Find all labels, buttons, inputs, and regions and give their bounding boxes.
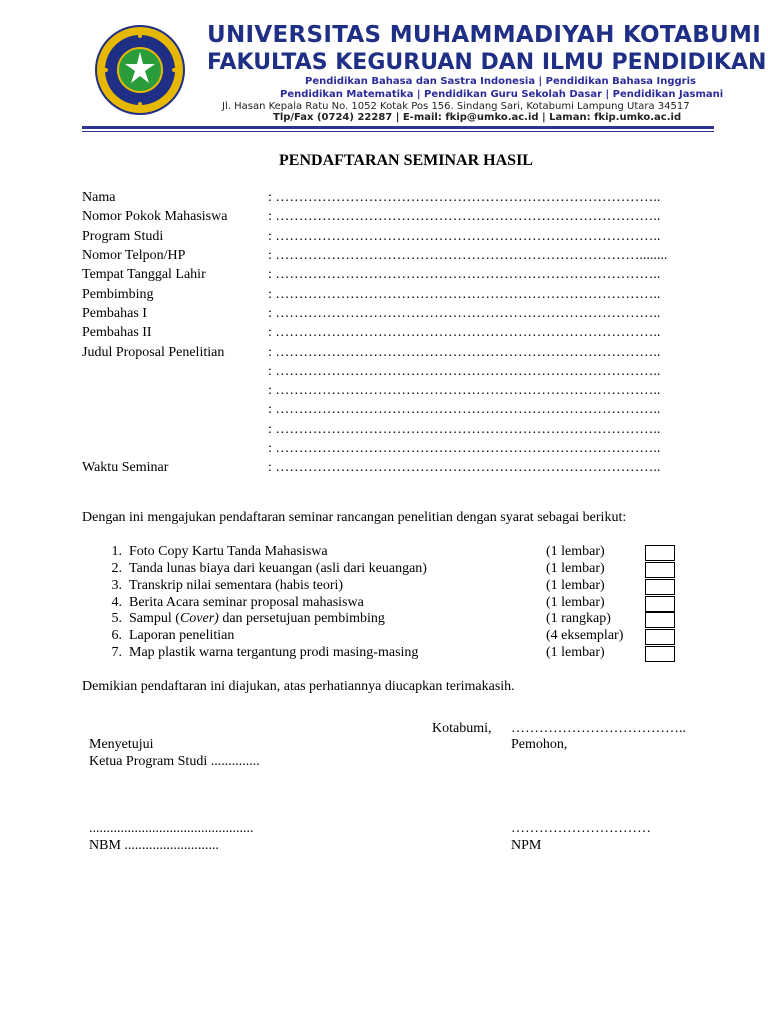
field-label-telpon: Nomor Telpon/HP <box>82 248 186 263</box>
university-logo <box>94 24 186 116</box>
field-value-pembimbing[interactable]: : ……………………………………………………………………….. <box>268 287 661 302</box>
field-label-judul: Judul Proposal Penelitian <box>82 345 225 360</box>
field-value-pembahas-1[interactable]: : ……………………………………………………………………….. <box>268 306 661 321</box>
requirement-checkbox[interactable] <box>645 612 675 628</box>
field-value-telpon[interactable]: : ……………………………………………………………………........ <box>268 248 668 263</box>
field-label-waktu-seminar: Waktu Seminar <box>82 460 169 475</box>
requirement-text: Tanda lunas biaya dari keuangan (asli dari keuangan) <box>129 561 427 576</box>
requirement-qty: (1 lembar) <box>546 578 605 593</box>
field-label-pembahas-1: Pembahas I <box>82 306 147 321</box>
field-value-judul[interactable]: : ……………………………………………………………………….. <box>268 345 661 360</box>
requirement-qty: (1 rangkap) <box>546 611 611 626</box>
requirement-number: 2. <box>111 561 122 576</box>
field-label-pembahas-2: Pembahas II <box>82 325 152 340</box>
requirement-checkbox[interactable] <box>645 579 675 595</box>
programs-line-1: Pendidikan Bahasa dan Sastra Indonesia | Pendidikan Bahasa Inggris <box>305 76 696 87</box>
requirement-text: Berita Acara seminar proposal mahasiswa <box>129 595 364 610</box>
requirement-checkbox[interactable] <box>645 562 675 578</box>
place-label: Kotabumi, <box>432 721 492 736</box>
intro-text: Dengan ini mengajukan pendaftaran seminar rancangan penelitian dengan syarat sebagai berikut: <box>82 510 627 525</box>
field-value-nama[interactable]: : ……………………………………………………………………….. <box>268 190 661 205</box>
program-head-signature-line[interactable]: ............................................... <box>89 821 254 836</box>
field-label-program-studi: Program Studi <box>82 229 164 244</box>
university-name: UNIVERSITAS MUHAMMADIYAH KOTABUMI <box>207 22 762 48</box>
requirement-text-part: Sampul ( <box>129 611 180 626</box>
field-value-waktu-seminar[interactable]: : ……………………………………………………………………….. <box>268 460 661 475</box>
field-value-ttl[interactable]: : ……………………………………………………………………….. <box>268 267 661 282</box>
requirement-qty: (1 lembar) <box>546 645 605 660</box>
requirement-qty: (1 lembar) <box>546 561 605 576</box>
requirement-text: Map plastik warna tergantung prodi masing-masing <box>129 645 419 660</box>
field-value-program-studi[interactable]: : ……………………………………………………………………….. <box>268 229 661 244</box>
field-label-ttl: Tempat Tanggal Lahir <box>82 267 206 282</box>
header-rule-thin <box>82 131 714 132</box>
field-value-judul-cont[interactable]: : ……………………………………………………………………….. <box>268 422 661 437</box>
requirement-text-italic: Cover) <box>179 611 219 626</box>
field-value-judul-cont[interactable]: : ……………………………………………………………………….. <box>268 383 661 398</box>
nbm-label: NBM ........................... <box>89 838 219 853</box>
closing-text: Demikian pendaftaran ini diajukan, atas perhatiannya diucapkan terimakasih. <box>82 679 515 694</box>
field-value-pembahas-2[interactable]: : ……………………………………………………………………….. <box>268 325 661 340</box>
approval-title: Menyetujui <box>89 737 154 752</box>
program-head-title: Ketua Program Studi .............. <box>89 754 260 769</box>
field-value-judul-cont[interactable]: : ……………………………………………………………………….. <box>268 364 661 379</box>
requirement-checkbox[interactable] <box>645 646 675 662</box>
requirement-text: Transkrip nilai sementara (habis teori) <box>129 578 344 593</box>
header-rule-thick <box>82 126 714 129</box>
requirement-number: 4. <box>111 595 122 610</box>
form-title: PENDAFTARAN SEMINAR HASIL <box>279 152 533 169</box>
npm-label: NPM <box>511 838 542 853</box>
requirement-number: 5. <box>111 611 122 626</box>
field-label-pembimbing: Pembimbing <box>82 287 154 302</box>
requirement-number: 1. <box>111 544 122 559</box>
requirement-text: Foto Copy Kartu Tanda Mahasiswa <box>129 544 328 559</box>
requirement-qty: (1 lembar) <box>546 544 605 559</box>
field-value-judul-cont[interactable]: : ……………………………………………………………………….. <box>268 402 661 417</box>
field-label-npm: Nomor Pokok Mahasiswa <box>82 209 228 224</box>
address: Jl. Hasan Kepala Ratu No. 1052 Kotak Pos 156. Sindang Sari, Kotabumi Lampung Utara 34517 <box>222 101 690 112</box>
requirement-text: Laporan penelitian <box>129 628 235 643</box>
requirement-text <box>129 611 385 627</box>
requirement-number: 3. <box>111 578 122 593</box>
requirement-text-part: dan persetujuan pembimbing <box>218 611 385 626</box>
requirement-checkbox[interactable] <box>645 596 675 612</box>
programs-line-2: Pendidikan Matematika | Pendidikan Guru Sekolah Dasar | Pendidikan Jasmani <box>280 89 724 100</box>
requirement-checkbox[interactable] <box>645 629 675 645</box>
faculty-name: FAKULTAS KEGURUAN DAN ILMU PENDIDIKAN <box>207 50 767 75</box>
requirement-qty: (1 lembar) <box>546 595 605 610</box>
field-value-judul-cont[interactable]: : ……………………………………………………………………….. <box>268 441 661 456</box>
contact-info: Tlp/Fax (0724) 22287 | E-mail: fkip@umko.ac.id | Laman: fkip.umko.ac.id <box>273 112 682 123</box>
field-label-nama: Nama <box>82 190 116 205</box>
applicant-signature-line[interactable]: ………………………… <box>511 821 651 836</box>
requirement-number: 7. <box>111 645 122 660</box>
requirement-number: 6. <box>111 628 122 643</box>
requirement-qty: (4 eksemplar) <box>546 628 624 643</box>
field-value-npm[interactable]: : ……………………………………………………………………….. <box>268 209 661 224</box>
applicant-title: Pemohon, <box>511 737 568 752</box>
date-line[interactable]: ……………………………….. <box>511 721 686 736</box>
requirement-checkbox[interactable] <box>645 545 675 561</box>
